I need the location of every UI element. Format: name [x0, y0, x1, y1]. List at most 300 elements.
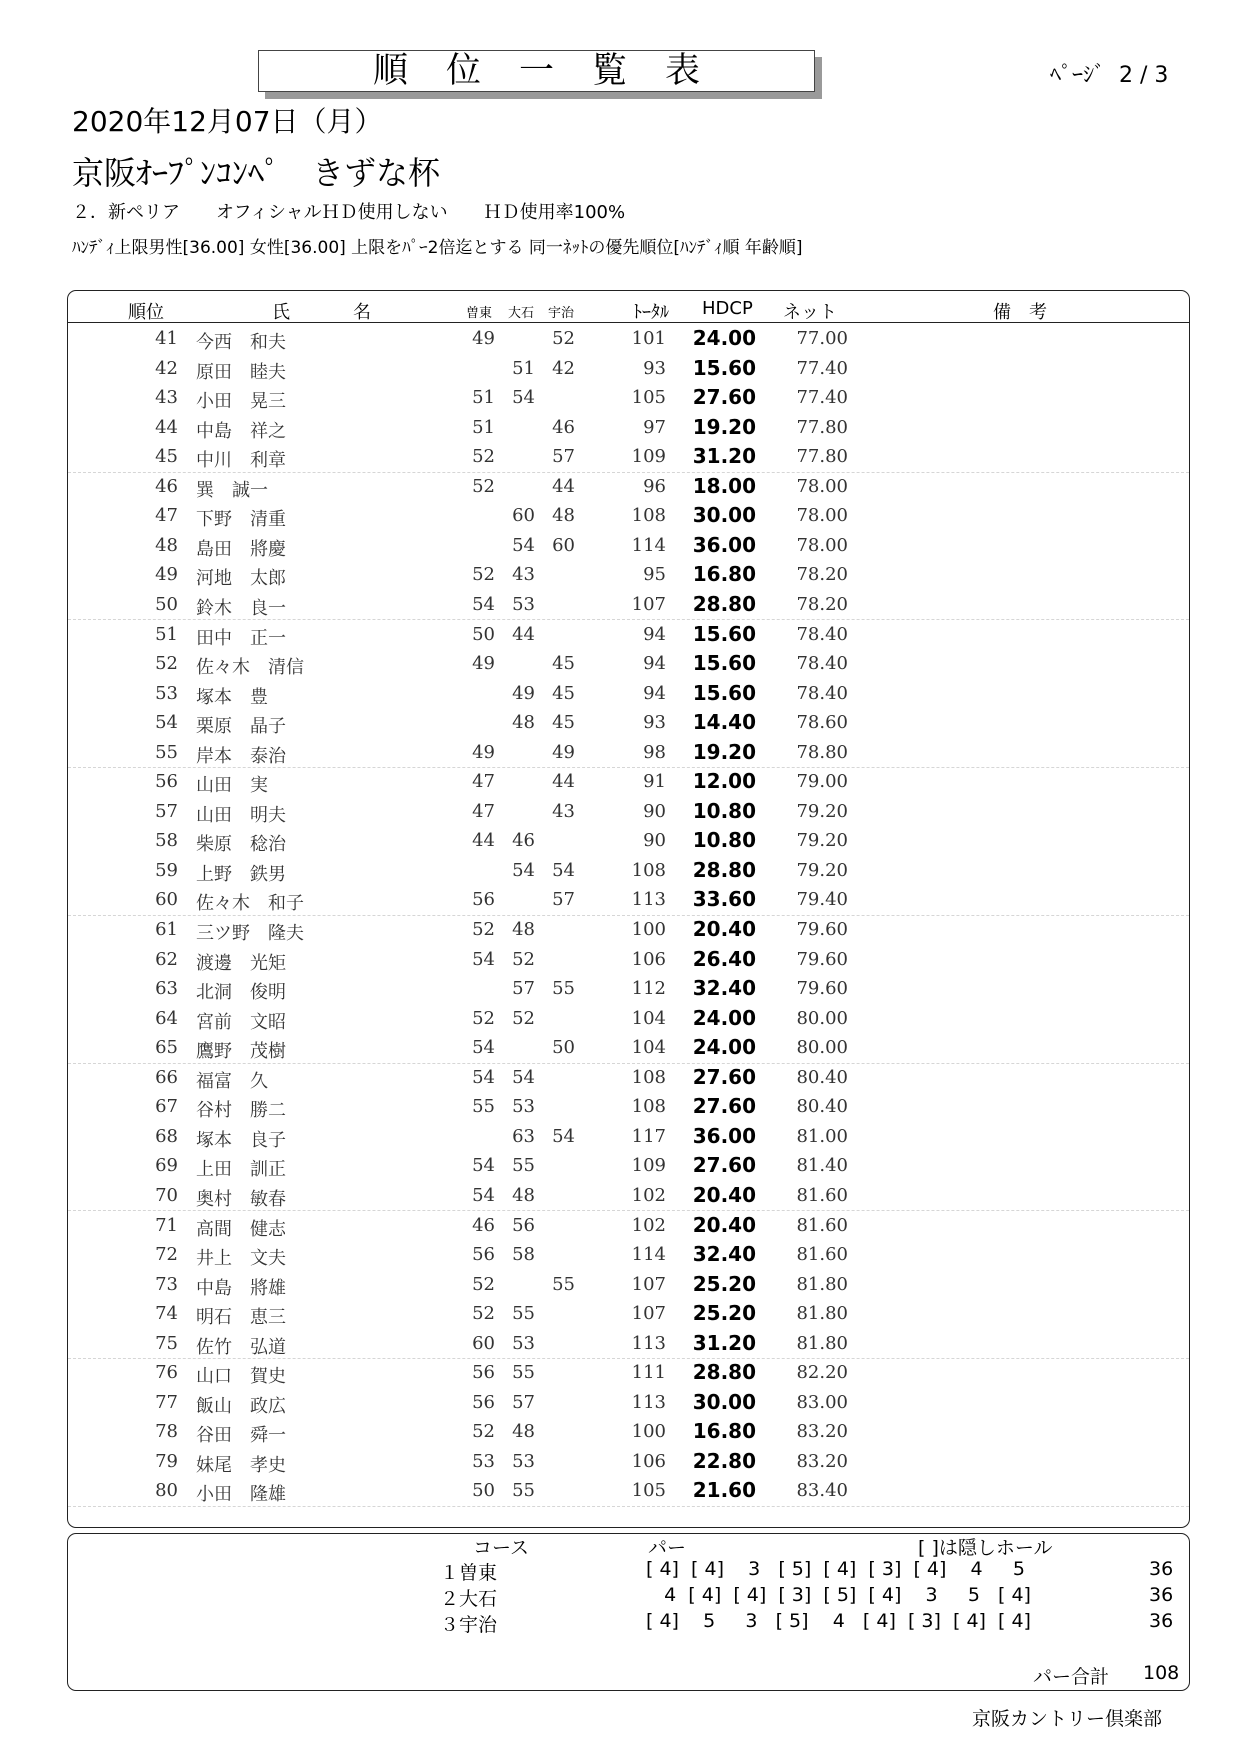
rank-cell: 59: [155, 859, 178, 881]
table-row: [68, 708, 1189, 738]
score-course-2: 53: [512, 1096, 535, 1118]
total-score: 104: [631, 1037, 666, 1059]
total-score: 107: [631, 1303, 666, 1325]
total-score: 108: [631, 1066, 666, 1088]
course-holes-2: 4 [ 4] [ 4] [ 3] [ 5] [ 4] 3 5 [ 4]: [646, 1584, 1031, 1606]
header-divider: [68, 322, 1189, 323]
table-row: [68, 383, 1189, 413]
net-score: 83.00: [796, 1391, 848, 1413]
score-course-3: 60: [552, 534, 575, 556]
club-name: 京阪カントリー倶楽部: [972, 1708, 1163, 1730]
net-score: 79.00: [796, 771, 848, 793]
net-score: 81.60: [796, 1244, 848, 1266]
net-score: 80.40: [796, 1066, 848, 1088]
hdcp-value: 30.00: [692, 1389, 756, 1414]
score-course-2: 54: [512, 534, 535, 556]
table-row: [68, 1417, 1189, 1447]
course-total-1: 36: [1149, 1558, 1174, 1580]
rank-cell: 62: [155, 948, 178, 970]
net-score: 83.40: [796, 1480, 848, 1502]
net-score: 81.80: [796, 1273, 848, 1295]
rank-cell: 73: [155, 1273, 178, 1295]
hdcp-value: 32.40: [692, 1242, 756, 1267]
rank-cell: 66: [155, 1066, 178, 1088]
net-score: 81.40: [796, 1155, 848, 1177]
header-total: ﾄｰﾀﾙ: [633, 302, 669, 323]
player-name: 中川 利章: [196, 450, 286, 472]
net-score: 77.00: [796, 328, 848, 349]
table-row: [68, 1181, 1189, 1212]
table-row: [68, 1476, 1189, 1507]
hdcp-value: 21.60: [692, 1478, 756, 1503]
rank-cell: 54: [155, 712, 178, 734]
total-score: 114: [631, 534, 666, 556]
net-score: 77.40: [796, 357, 848, 379]
score-course-3: 49: [552, 741, 575, 763]
header-remarks: 備 考: [993, 302, 1047, 323]
player-name: 中島 將雄: [196, 1277, 286, 1299]
score-course-3: 45: [552, 682, 575, 704]
total-score: 102: [631, 1214, 666, 1236]
score-course-2: 55: [512, 1362, 535, 1384]
hidden-hole-note: [ ]は隠しホール: [918, 1537, 1053, 1559]
player-name: 鈴木 良一: [196, 597, 286, 619]
score-course-3: 42: [552, 357, 575, 379]
rank-cell: 56: [155, 771, 178, 793]
table-row: [68, 620, 1189, 650]
score-course-1: 51: [472, 387, 495, 409]
total-score: 109: [631, 1155, 666, 1177]
course-holes-3: [ 4] 5 3 [ 5] 4 [ 4] [ 3] [ 4] [ 4]: [646, 1610, 1031, 1632]
player-name: 佐々木 清信: [196, 657, 304, 679]
score-course-1: 49: [472, 653, 495, 675]
table-row: [68, 324, 1189, 354]
player-name: 三ツ野 隆夫: [196, 923, 304, 944]
table-row: [68, 1270, 1189, 1300]
table-row: [68, 560, 1189, 590]
hdcp-value: 26.40: [692, 946, 756, 971]
net-score: 81.60: [796, 1184, 848, 1206]
score-course-2: 53: [512, 593, 535, 615]
score-course-1: 47: [472, 771, 495, 793]
rank-cell: 51: [155, 623, 178, 645]
net-score: 78.80: [796, 741, 848, 763]
player-name: 谷村 勝二: [196, 1100, 286, 1122]
score-course-1: 46: [472, 1214, 495, 1236]
total-score: 107: [631, 593, 666, 615]
table-row: [68, 472, 1189, 502]
player-name: 塚本 良子: [196, 1129, 286, 1151]
score-course-2: 55: [512, 1155, 535, 1177]
total-score: 93: [643, 357, 666, 379]
rank-cell: 67: [155, 1096, 178, 1118]
score-course-2: 48: [512, 1421, 535, 1443]
player-name: 田中 正一: [196, 627, 286, 649]
par-label: パー: [648, 1537, 687, 1559]
table-row: [68, 1447, 1189, 1477]
hdcp-value: 36.00: [692, 532, 756, 557]
score-course-2: 49: [512, 682, 535, 704]
score-course-3: 45: [552, 653, 575, 675]
score-course-1: 54: [472, 948, 495, 970]
total-score: 107: [631, 1273, 666, 1295]
score-course-2: 56: [512, 1214, 535, 1236]
table-row: [68, 797, 1189, 827]
hdcp-value: 16.80: [692, 1419, 756, 1444]
hdcp-value: 27.60: [692, 1153, 756, 1178]
player-name: 宮前 文昭: [196, 1011, 286, 1033]
hdcp-value: 27.60: [692, 385, 756, 410]
score-course-1: 52: [472, 564, 495, 586]
total-score: 108: [631, 505, 666, 527]
hdcp-value: 25.20: [692, 1271, 756, 1296]
net-score: 79.20: [796, 800, 848, 822]
net-score: 79.20: [796, 859, 848, 881]
title-box: [258, 50, 815, 92]
total-score: 101: [631, 328, 666, 349]
hdcp-value: 27.60: [692, 1064, 756, 1089]
rank-cell: 80: [155, 1480, 178, 1502]
total-score: 94: [643, 653, 666, 675]
table-row: [68, 531, 1189, 561]
rank-cell: 41: [155, 328, 178, 349]
score-course-2: 55: [512, 1480, 535, 1502]
net-score: 77.80: [796, 446, 848, 468]
player-name: 妹尾 孝史: [196, 1454, 286, 1476]
score-course-3: 45: [552, 712, 575, 734]
player-name: 巽 誠一: [196, 479, 268, 501]
hdcp-value: 16.80: [692, 562, 756, 587]
rank-cell: 50: [155, 593, 178, 615]
table-row: [68, 1151, 1189, 1181]
player-name: 中島 祥之: [196, 420, 286, 442]
player-name: 原田 睦夫: [196, 361, 286, 383]
rank-cell: 44: [155, 416, 178, 438]
net-score: 77.40: [796, 387, 848, 409]
total-score: 112: [631, 978, 666, 1000]
total-score: 100: [631, 1421, 666, 1443]
player-name: 山田 明夫: [196, 804, 286, 826]
rank-cell: 52: [155, 653, 178, 675]
hdcp-value: 12.00: [692, 769, 756, 794]
score-course-2: 52: [512, 1007, 535, 1029]
total-score: 94: [643, 682, 666, 704]
net-score: 78.00: [796, 505, 848, 527]
net-score: 80.00: [796, 1037, 848, 1059]
course-name-1: １曽東: [440, 1562, 498, 1584]
net-score: 81.80: [796, 1303, 848, 1325]
score-course-1: 56: [472, 889, 495, 911]
rank-cell: 55: [155, 741, 178, 763]
net-score: 81.80: [796, 1332, 848, 1354]
rank-cell: 53: [155, 682, 178, 704]
score-course-1: 52: [472, 1303, 495, 1325]
table-row: [68, 738, 1189, 769]
score-course-2: 43: [512, 564, 535, 586]
rank-cell: 68: [155, 1125, 178, 1147]
total-score: 100: [631, 919, 666, 940]
header-course-3: 宇治: [548, 306, 575, 321]
table-row: [68, 915, 1189, 945]
score-course-1: 52: [472, 446, 495, 468]
course-par-box: [67, 1533, 1190, 1691]
course-total-2: 36: [1149, 1584, 1174, 1606]
table-row: [68, 1063, 1189, 1093]
score-course-2: 48: [512, 1184, 535, 1206]
hdcp-value: 30.00: [692, 503, 756, 528]
rank-cell: 42: [155, 357, 178, 379]
rank-cell: 64: [155, 1007, 178, 1029]
table-row: [68, 413, 1189, 443]
rank-cell: 79: [155, 1450, 178, 1472]
net-score: 79.60: [796, 919, 848, 940]
score-course-1: 52: [472, 1273, 495, 1295]
total-score: 106: [631, 948, 666, 970]
score-course-1: 49: [472, 328, 495, 349]
scoring-condition: ２．新ペリア オフィシャルＨＤ使用しない ＨＤ使用率100%: [72, 202, 626, 223]
table-row: [68, 1240, 1189, 1270]
player-name: 上田 訓正: [196, 1159, 286, 1181]
score-course-1: 52: [472, 1421, 495, 1443]
player-name: 塚本 豊: [196, 686, 268, 708]
header-hdcp: HDCP: [702, 298, 753, 319]
player-name: 河地 太郎: [196, 568, 286, 590]
score-course-1: 54: [472, 593, 495, 615]
page-number: ﾍﾟｰｼﾞ 2 / 3: [1050, 63, 1169, 88]
player-name: 福富 久: [196, 1070, 268, 1092]
player-name: 柴原 稔治: [196, 834, 286, 856]
total-score: 90: [643, 830, 666, 852]
net-score: 78.40: [796, 653, 848, 675]
player-name: 佐々木 和子: [196, 893, 304, 915]
course-name-3: ３宇治: [440, 1614, 498, 1636]
rank-cell: 69: [155, 1155, 178, 1177]
course-name-2: ２大石: [440, 1588, 498, 1610]
table-row: [68, 1388, 1189, 1418]
total-score: 106: [631, 1450, 666, 1472]
total-score: 91: [643, 771, 666, 793]
hdcp-value: 31.20: [692, 1330, 756, 1355]
player-name: 北洞 俊明: [196, 982, 286, 1004]
page-title: 順位一覧表: [372, 51, 738, 91]
score-course-3: 44: [552, 771, 575, 793]
score-course-3: 48: [552, 505, 575, 527]
net-score: 78.20: [796, 593, 848, 615]
score-course-2: 48: [512, 919, 535, 940]
net-score: 77.80: [796, 416, 848, 438]
score-course-1: 44: [472, 830, 495, 852]
net-score: 80.00: [796, 1007, 848, 1029]
header-course-2: 大石: [508, 306, 535, 321]
net-score: 78.60: [796, 712, 848, 734]
score-course-3: 52: [552, 328, 575, 349]
table-row: [68, 1122, 1189, 1152]
rank-cell: 72: [155, 1244, 178, 1266]
hdcp-value: 36.00: [692, 1123, 756, 1148]
total-score: 109: [631, 446, 666, 468]
hdcp-value: 27.60: [692, 1094, 756, 1119]
total-score: 105: [631, 1480, 666, 1502]
player-name: 今西 和夫: [196, 332, 286, 353]
hdcp-value: 33.60: [692, 887, 756, 912]
header-course-1: 曽東: [466, 306, 493, 321]
event-date: 2020年12月07日（月）: [72, 105, 383, 138]
hdcp-value: 15.60: [692, 680, 756, 705]
score-course-1: 52: [472, 475, 495, 497]
score-course-2: 51: [512, 357, 535, 379]
table-row: [68, 945, 1189, 975]
score-course-3: 44: [552, 475, 575, 497]
table-row: [68, 1211, 1189, 1241]
course-label: コース: [473, 1537, 530, 1559]
table-row: [68, 1329, 1189, 1360]
table-row: [68, 501, 1189, 531]
table-row: [68, 1033, 1189, 1064]
hdcp-value: 24.00: [692, 326, 756, 350]
total-score: 95: [643, 564, 666, 586]
total-score: 96: [643, 475, 666, 497]
rank-cell: 60: [155, 889, 178, 911]
score-course-2: 53: [512, 1450, 535, 1472]
hdcp-value: 22.80: [692, 1448, 756, 1473]
score-course-2: 54: [512, 859, 535, 881]
score-course-1: 54: [472, 1066, 495, 1088]
table-row: [68, 679, 1189, 709]
player-name: 鷹野 茂樹: [196, 1041, 286, 1063]
hdcp-value: 14.40: [692, 710, 756, 735]
score-course-3: 50: [552, 1037, 575, 1059]
table-row: [68, 649, 1189, 679]
score-course-3: 57: [552, 446, 575, 468]
total-score: 114: [631, 1244, 666, 1266]
player-name: 岸本 泰治: [196, 745, 286, 767]
total-score: 105: [631, 387, 666, 409]
table-row: [68, 856, 1189, 886]
score-course-1: 49: [472, 741, 495, 763]
score-course-3: 57: [552, 889, 575, 911]
table-row: [68, 442, 1189, 473]
score-course-1: 52: [472, 919, 495, 940]
total-score: 117: [631, 1125, 666, 1147]
table-row: [68, 354, 1189, 384]
player-name: 栗原 晶子: [196, 716, 286, 738]
rank-cell: 63: [155, 978, 178, 1000]
net-score: 83.20: [796, 1450, 848, 1472]
score-course-2: 46: [512, 830, 535, 852]
table-row: [68, 590, 1189, 621]
score-course-3: 46: [552, 416, 575, 438]
hdcp-value: 32.40: [692, 976, 756, 1001]
hdcp-value: 19.20: [692, 414, 756, 439]
table-row: [68, 1358, 1189, 1388]
score-course-1: 56: [472, 1391, 495, 1413]
score-course-3: 55: [552, 1273, 575, 1295]
ranking-table: [67, 290, 1190, 1528]
net-score: 79.60: [796, 978, 848, 1000]
total-score: 113: [631, 1332, 666, 1354]
net-score: 78.00: [796, 534, 848, 556]
total-score: 111: [631, 1362, 666, 1384]
header-name-1: 氏: [272, 302, 290, 323]
rank-cell: 75: [155, 1332, 178, 1354]
hdcp-value: 19.20: [692, 739, 756, 764]
net-score: 83.20: [796, 1421, 848, 1443]
score-course-3: 54: [552, 859, 575, 881]
hdcp-value: 10.80: [692, 828, 756, 853]
hdcp-value: 15.60: [692, 355, 756, 380]
score-course-2: 53: [512, 1332, 535, 1354]
header-net: ネット: [783, 302, 837, 323]
table-row: [68, 974, 1189, 1004]
net-score: 78.20: [796, 564, 848, 586]
total-score: 97: [643, 416, 666, 438]
player-name: 小田 隆雄: [196, 1484, 286, 1506]
table-row: [68, 1004, 1189, 1034]
course-total-3: 36: [1149, 1610, 1174, 1632]
player-name: 上野 鉄男: [196, 863, 286, 885]
par-total-value: 108: [1143, 1662, 1180, 1684]
rank-cell: 70: [155, 1184, 178, 1206]
rank-cell: 61: [155, 919, 178, 940]
score-course-1: 53: [472, 1450, 495, 1472]
player-name: 谷田 舜一: [196, 1425, 286, 1447]
table-row: [68, 885, 1189, 916]
score-course-2: 44: [512, 623, 535, 645]
score-course-1: 51: [472, 416, 495, 438]
player-name: 下野 清重: [196, 509, 286, 531]
total-score: 113: [631, 889, 666, 911]
hdcp-value: 20.40: [692, 1212, 756, 1237]
table-row: [68, 1092, 1189, 1122]
score-course-1: 55: [472, 1096, 495, 1118]
player-name: 明石 恵三: [196, 1307, 286, 1329]
player-name: 奥村 敏春: [196, 1188, 286, 1210]
hdcp-value: 28.80: [692, 857, 756, 882]
rank-cell: 49: [155, 564, 178, 586]
score-course-2: 57: [512, 1391, 535, 1413]
hdcp-value: 10.80: [692, 798, 756, 823]
table-row: [68, 1299, 1189, 1329]
player-name: 井上 文夫: [196, 1248, 286, 1270]
score-course-2: 48: [512, 712, 535, 734]
rank-cell: 46: [155, 475, 178, 497]
net-score: 79.60: [796, 948, 848, 970]
total-score: 104: [631, 1007, 666, 1029]
score-course-1: 54: [472, 1037, 495, 1059]
rank-cell: 43: [155, 387, 178, 409]
score-course-2: 54: [512, 1066, 535, 1088]
player-name: 島田 將慶: [196, 538, 286, 560]
rank-cell: 71: [155, 1214, 178, 1236]
score-course-1: 60: [472, 1332, 495, 1354]
net-score: 78.40: [796, 623, 848, 645]
hdcp-value: 20.40: [692, 917, 756, 941]
par-total-label: パー合計: [1033, 1666, 1110, 1688]
score-course-2: 52: [512, 948, 535, 970]
net-score: 78.00: [796, 475, 848, 497]
player-name: 小田 晃三: [196, 391, 286, 413]
score-course-1: 47: [472, 800, 495, 822]
score-course-1: 56: [472, 1362, 495, 1384]
rank-cell: 48: [155, 534, 178, 556]
hdcp-value: 31.20: [692, 444, 756, 469]
hdcp-value: 20.40: [692, 1182, 756, 1207]
total-score: 113: [631, 1391, 666, 1413]
rank-cell: 45: [155, 446, 178, 468]
player-name: 飯山 政広: [196, 1395, 286, 1417]
net-score: 81.00: [796, 1125, 848, 1147]
hdcp-value: 15.60: [692, 621, 756, 646]
